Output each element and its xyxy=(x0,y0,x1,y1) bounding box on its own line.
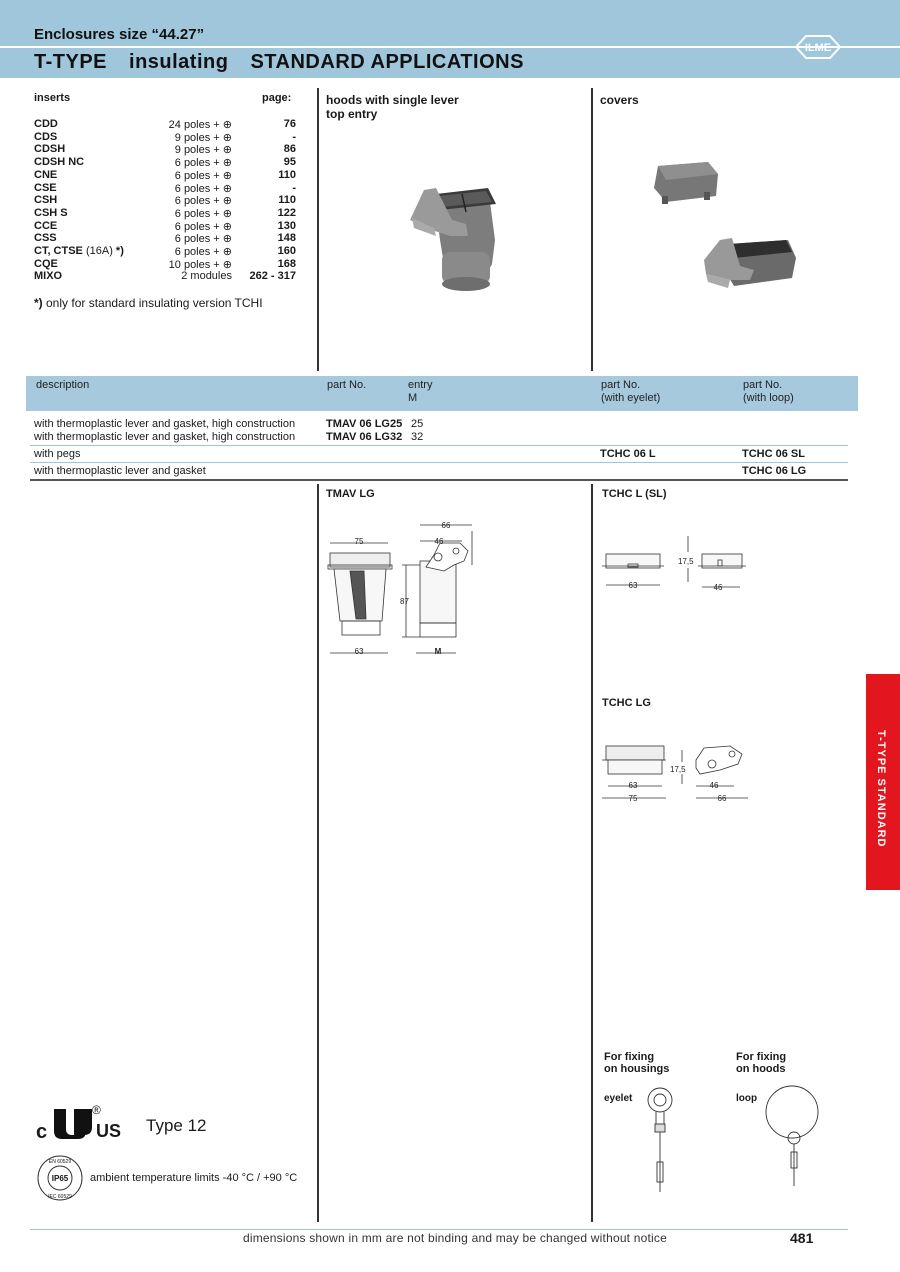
table-row-entry: 25 xyxy=(411,418,424,430)
insert-row xyxy=(34,169,296,182)
dim-17-5: 17,5 xyxy=(670,765,686,774)
fixing-hoods-line1: For fixing xyxy=(736,1051,787,1063)
footer-divider xyxy=(30,1229,848,1230)
insert-poles: 9 poles + ⊕ xyxy=(174,131,232,144)
insert-poles: 6 poles + ⊕ xyxy=(174,169,232,182)
col-with-eyelet: (with eyelet) xyxy=(601,392,661,404)
column-divider xyxy=(317,484,319,1222)
insert-row xyxy=(34,131,296,144)
insert-page: 130 xyxy=(277,219,296,232)
insert-page: 76 xyxy=(283,118,296,130)
insert-name-text: CSH xyxy=(34,194,58,207)
insert-poles: 6 poles + ⊕ xyxy=(174,220,232,233)
insert-poles: 6 poles + ⊕ xyxy=(174,207,232,220)
insert-row xyxy=(34,156,296,169)
eyelet-illustration xyxy=(640,1082,680,1202)
ul-logo-icon xyxy=(50,1107,96,1141)
table-bottom-rule xyxy=(30,479,848,481)
fixing-housings-heading xyxy=(604,1051,669,1075)
row-divider xyxy=(30,445,848,446)
insert-name-text: CSS xyxy=(34,232,57,245)
dim-66: 66 xyxy=(717,794,727,803)
footnote-mark: *) xyxy=(34,296,43,310)
insert-page: 110 xyxy=(278,168,296,181)
fixing-hoods-line2: on hoods xyxy=(736,1063,786,1075)
dim-63: 63 xyxy=(628,581,638,590)
table-row-desc: with thermoplastic lever and gasket xyxy=(34,465,206,477)
insert-poles: 2 modules xyxy=(181,270,232,283)
insert-poles: 6 poles + ⊕ xyxy=(174,195,232,208)
insert-poles: 24 poles + ⊕ xyxy=(168,119,232,131)
insert-page: - xyxy=(292,130,296,143)
ul-mark xyxy=(36,1103,136,1143)
insert-poles: 10 poles + ⊕ xyxy=(168,258,232,271)
dim-63: 63 xyxy=(628,781,638,790)
col-entry: entry xyxy=(408,379,433,391)
insert-name xyxy=(34,194,57,206)
loop-label: loop xyxy=(736,1093,758,1104)
logo-text: ILME xyxy=(804,42,832,54)
hoods-heading xyxy=(326,93,459,121)
insert-row xyxy=(34,194,296,207)
insert-page: 148 xyxy=(277,232,296,245)
eyelet-label: eyelet xyxy=(604,1093,633,1104)
insert-poles: 9 poles + ⊕ xyxy=(174,144,232,157)
insert-name-text: CSE xyxy=(34,181,57,194)
iec-standard: IEC 60529 xyxy=(48,1194,72,1200)
row-divider xyxy=(30,462,848,463)
temperature-limits: ambient temperature limits -40 °C / +90 °C xyxy=(90,1172,298,1184)
table-row-eyelet: TCHC 06 L xyxy=(600,448,656,460)
tmav-technical-drawing xyxy=(326,515,486,665)
insert-name xyxy=(34,258,58,270)
insert-name xyxy=(34,270,62,282)
dim-46: 46 xyxy=(713,583,723,592)
header-divider xyxy=(0,46,900,48)
section-tab-label: T-TYPE STANDARD xyxy=(875,730,887,848)
insert-name-text: CDSH NC xyxy=(34,156,85,169)
col-entry-unit: M xyxy=(408,392,418,404)
insert-name xyxy=(34,232,57,244)
table-row-desc: with thermoplastic lever and gasket, high construction xyxy=(34,431,296,443)
column-divider xyxy=(591,484,593,1222)
ul-c: c xyxy=(36,1121,48,1143)
insert-name-text: CDS xyxy=(34,130,58,143)
insert-name xyxy=(34,182,57,194)
insert-row xyxy=(34,118,296,131)
footnote-text: only for standard insulating version TCHI xyxy=(42,296,263,310)
fixing-housings-line1: For fixing xyxy=(604,1051,655,1063)
insert-name xyxy=(34,131,57,143)
dim-46: 46 xyxy=(709,781,719,790)
tchc-l-technical-drawing xyxy=(600,530,750,600)
hood-product-image xyxy=(400,180,510,295)
dim-66: 66 xyxy=(441,521,451,530)
insert-poles: 6 poles + ⊕ xyxy=(174,246,232,258)
insert-name-mark: *) xyxy=(115,245,124,257)
cover-lever-product-image xyxy=(700,230,800,300)
insert-name-text: CSH S xyxy=(34,206,68,219)
insert-name-text: CCE xyxy=(34,219,58,232)
insert-row xyxy=(34,232,296,245)
insert-row xyxy=(34,270,296,283)
insert-poles: 6 poles + ⊕ xyxy=(174,233,232,246)
ip65-badge xyxy=(36,1154,84,1202)
col-description: description xyxy=(36,379,90,391)
inserts-heading: inserts xyxy=(34,92,71,104)
page-number: 481 xyxy=(790,1230,814,1246)
dim-46: 46 xyxy=(434,537,444,546)
tmav-drawing-label: TMAV LG xyxy=(326,488,375,500)
insert-name-text: CNE xyxy=(34,168,58,181)
dim-75: 75 xyxy=(628,794,638,803)
insert-name-text: CT, CTSE xyxy=(34,245,83,257)
col-part-no-loop: part No. xyxy=(743,379,783,391)
insert-name xyxy=(34,207,68,219)
table-header xyxy=(26,376,858,411)
insert-row xyxy=(34,258,296,271)
insert-name xyxy=(34,156,84,168)
en-standard: EN 60529 xyxy=(48,1159,72,1165)
cover-product-image xyxy=(648,160,724,210)
insert-name xyxy=(34,143,65,155)
insert-page: 168 xyxy=(277,257,296,270)
col-part-no-eyelet: part No. xyxy=(601,379,641,391)
insert-name-text: MIXO xyxy=(34,270,63,283)
insert-page: 262 - 317 xyxy=(249,270,296,283)
dim-m: M xyxy=(434,647,442,656)
insert-name-text: CDD xyxy=(34,118,58,130)
covers-heading: covers xyxy=(600,93,639,107)
insert-name-text: CDSH xyxy=(34,143,66,156)
insert-row xyxy=(34,245,296,258)
title-part-applications: STANDARD APPLICATIONS xyxy=(250,51,524,73)
insert-row xyxy=(34,143,296,156)
insert-page: - xyxy=(292,181,296,194)
insert-page: 160 xyxy=(277,245,296,257)
table-row-loop: TCHC 06 LG xyxy=(742,465,807,477)
tchc-lg-technical-drawing xyxy=(600,740,755,810)
insert-name xyxy=(34,169,57,181)
insert-poles: 6 poles + ⊕ xyxy=(174,182,232,195)
dim-75: 75 xyxy=(354,537,364,546)
insert-page: 122 xyxy=(277,206,296,219)
table-row-desc: with thermoplastic lever and gasket, high construction xyxy=(34,418,296,430)
insert-page: 86 xyxy=(283,143,296,156)
inserts-footnote xyxy=(34,296,263,310)
table-row-part-no: TMAV 06 LG25 xyxy=(326,418,403,430)
ilme-logo xyxy=(796,34,840,60)
page-heading: page: xyxy=(262,92,292,104)
insert-name-suffix: (16A) xyxy=(82,245,116,257)
insert-page: 95 xyxy=(283,156,296,169)
tchc-l-drawing-label: TCHC L (SL) xyxy=(602,488,667,500)
ul-us: US xyxy=(96,1121,122,1141)
type-rating: Type 12 xyxy=(146,1116,207,1135)
insert-name xyxy=(34,118,58,130)
col-with-loop: (with loop) xyxy=(743,392,794,404)
hoods-heading-line2: top entry xyxy=(326,107,378,121)
header-subtitle: Enclosures size “44.27” xyxy=(34,26,205,43)
page-title xyxy=(34,51,546,74)
loop-illustration xyxy=(752,1082,824,1202)
column-divider xyxy=(591,88,593,371)
fixing-hoods-heading xyxy=(736,1051,786,1075)
insert-name-text: CQE xyxy=(34,257,58,270)
hoods-heading-line1: hoods with single lever xyxy=(326,93,459,107)
column-divider xyxy=(317,88,319,371)
table-row-entry: 32 xyxy=(411,431,424,443)
table-row-desc: with pegs xyxy=(34,448,81,460)
ip-rating: IP65 xyxy=(51,1174,69,1183)
insert-row xyxy=(34,220,296,233)
tchc-lg-drawing-label: TCHC LG xyxy=(602,697,651,709)
insert-row xyxy=(34,182,296,195)
insert-name xyxy=(34,220,57,232)
insert-poles: 6 poles + ⊕ xyxy=(174,157,232,170)
dim-63: 63 xyxy=(354,647,364,656)
fixing-housings-line2: on housings xyxy=(604,1063,670,1075)
title-part-type: T-TYPE xyxy=(34,51,108,73)
footer-note: dimensions shown in mm are not binding and may be changed without notice xyxy=(243,1231,667,1245)
table-row-part-no: TMAV 06 LG32 xyxy=(326,431,403,443)
title-part-insulating: insulating xyxy=(129,51,229,73)
table-row-loop: TCHC 06 SL xyxy=(742,448,805,460)
insert-name xyxy=(34,245,124,257)
insert-row xyxy=(34,207,296,220)
dim-87: 87 xyxy=(400,597,409,606)
dim-17-5: 17,5 xyxy=(678,557,694,566)
ul-registered: ® xyxy=(92,1103,101,1117)
insert-page: 110 xyxy=(278,194,296,207)
col-part-no: part No. xyxy=(327,379,367,391)
